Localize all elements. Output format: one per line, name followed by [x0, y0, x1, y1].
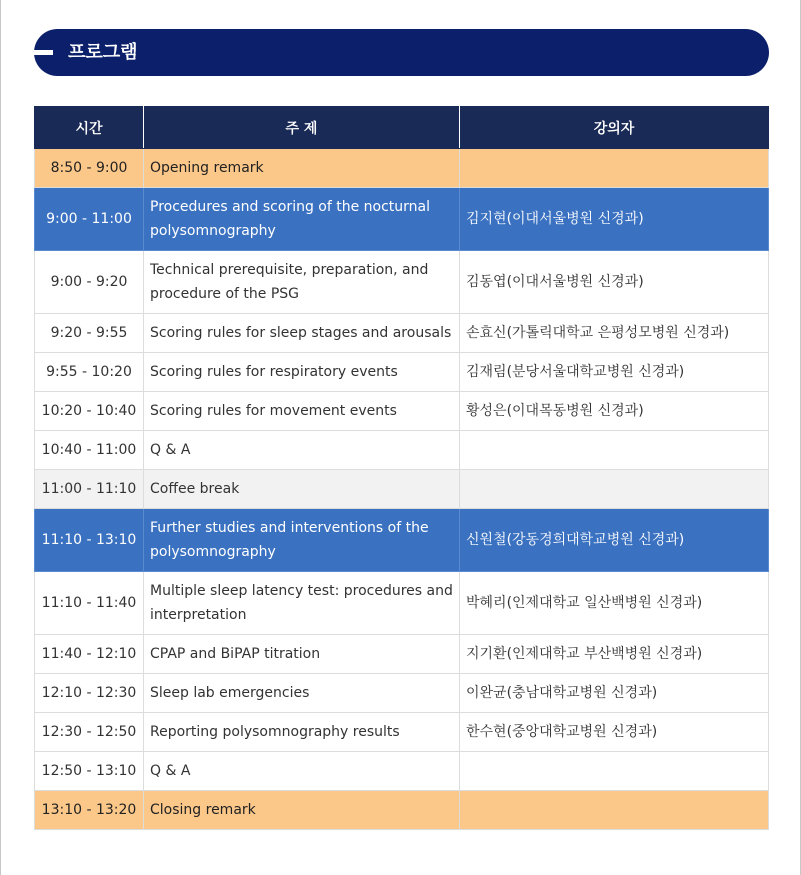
table-row: [35, 572, 769, 635]
topic-cell: Q & A: [144, 431, 460, 470]
time-cell: 12:10 - 12:30: [35, 674, 144, 713]
table-row: [35, 470, 769, 509]
speaker-cell: 이완균(충남대학교병원 신경과): [460, 674, 769, 713]
table-row: [35, 392, 769, 431]
time-cell: 11:40 - 12:10: [35, 635, 144, 674]
topic-cell: Opening remark: [144, 149, 460, 188]
topic-cell: Sleep lab emergencies: [144, 674, 460, 713]
header-speaker: 강의자: [460, 107, 769, 149]
topic-cell: Procedures and scoring of the nocturnal polysomnography: [144, 188, 460, 251]
time-cell: 12:50 - 13:10: [35, 752, 144, 791]
time-cell: 11:10 - 13:10: [35, 509, 144, 572]
topic-cell: Technical prerequisite, preparation, and procedure of the PSG: [144, 251, 460, 314]
speaker-cell: [460, 470, 769, 509]
section-title-bar: [34, 29, 769, 76]
table-row: [35, 314, 769, 353]
table-row: [35, 188, 769, 251]
table-row: [35, 251, 769, 314]
time-cell: 10:40 - 11:00: [35, 431, 144, 470]
topic-cell: Scoring rules for respiratory events: [144, 353, 460, 392]
speaker-cell: 김지현(이대서울병원 신경과): [460, 188, 769, 251]
topic-cell: Further studies and interventions of the polysomnography: [144, 509, 460, 572]
topic-cell: Closing remark: [144, 791, 460, 830]
table-row: [35, 431, 769, 470]
speaker-cell: 김재림(분당서울대학교병원 신경과): [460, 353, 769, 392]
header-topic: 주 제: [144, 107, 460, 149]
speaker-cell: 황성은(이대목동병원 신경과): [460, 392, 769, 431]
header-time: 시간: [35, 107, 144, 149]
time-cell: 9:55 - 10:20: [35, 353, 144, 392]
topic-cell: Reporting polysomnography results: [144, 713, 460, 752]
table-row: [35, 509, 769, 572]
time-cell: 12:30 - 12:50: [35, 713, 144, 752]
time-cell: 9:20 - 9:55: [35, 314, 144, 353]
table-header-row: [35, 107, 769, 149]
speaker-cell: 손효신(가톨릭대학교 은평성모병원 신경과): [460, 314, 769, 353]
speaker-cell: 김동엽(이대서울병원 신경과): [460, 251, 769, 314]
time-cell: 10:20 - 10:40: [35, 392, 144, 431]
speaker-cell: [460, 791, 769, 830]
time-cell: 11:00 - 11:10: [35, 470, 144, 509]
table-row: [35, 635, 769, 674]
speaker-cell: [460, 752, 769, 791]
time-cell: 11:10 - 11:40: [35, 572, 144, 635]
speaker-cell: [460, 149, 769, 188]
table-row: [35, 674, 769, 713]
time-cell: 9:00 - 9:20: [35, 251, 144, 314]
time-cell: 9:00 - 11:00: [35, 188, 144, 251]
speaker-cell: 신원철(강동경희대학교병원 신경과): [460, 509, 769, 572]
speaker-cell: [460, 431, 769, 470]
topic-cell: Q & A: [144, 752, 460, 791]
speaker-cell: 지기환(인제대학교 부산백병원 신경과): [460, 635, 769, 674]
topic-cell: Scoring rules for movement events: [144, 392, 460, 431]
time-cell: 13:10 - 13:20: [35, 791, 144, 830]
table-row: [35, 149, 769, 188]
table-row: [35, 791, 769, 830]
topic-cell: CPAP and BiPAP titration: [144, 635, 460, 674]
title-dash-icon: [34, 50, 53, 55]
table-row: [35, 713, 769, 752]
table-row: [35, 353, 769, 392]
topic-cell: Scoring rules for sleep stages and arousals: [144, 314, 460, 353]
time-cell: 8:50 - 9:00: [35, 149, 144, 188]
program-table: [34, 106, 769, 830]
speaker-cell: 박혜리(인제대학교 일산백병원 신경과): [460, 572, 769, 635]
speaker-cell: 한수현(중앙대학교병원 신경과): [460, 713, 769, 752]
table-row: [35, 752, 769, 791]
topic-cell: Coffee break: [144, 470, 460, 509]
topic-cell: Multiple sleep latency test: procedures and interpretation: [144, 572, 460, 635]
section-title: 프로그램: [68, 42, 138, 63]
program-table-body: [35, 149, 769, 830]
